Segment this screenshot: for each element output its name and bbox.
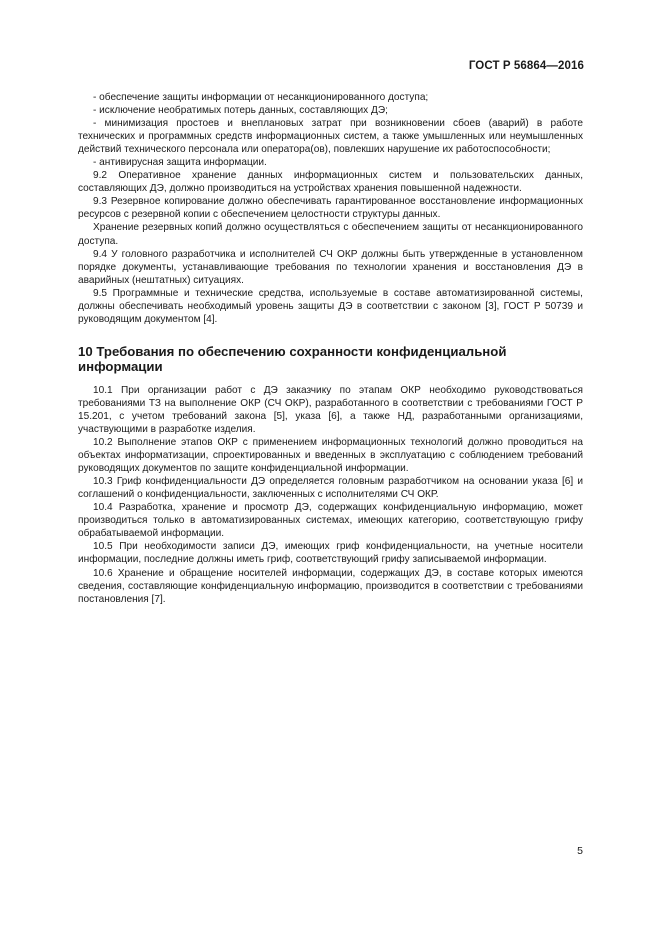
standard-code-header: ГОСТ Р 56864—2016 <box>468 60 584 72</box>
clause-10-5: 10.5 При необходимости записи ДЭ, имеющих гриф конфиденциальности, на учетные носители информации, последние должны иметь гриф, соответствующий грифу записываемой информации. <box>78 541 583 566</box>
section-10-title: 10 Требования по обеспечению сохранности конфиденциальной информации <box>78 343 507 375</box>
list-item-data-loss: - исключение необратимых потерь данных, составляющих ДЭ; <box>93 105 388 117</box>
document-body <box>78 91 583 606</box>
list-item-antivirus: - антивирусная защита информации. <box>93 157 267 169</box>
clause-10-4: 10.4 Разработка, хранение и просмотр ДЭ, содержащих конфиденциальную информацию, может производиться только в автоматизированных системах, имеющих категорию, соответствующую грифу обрабатываемой информации. <box>78 502 583 540</box>
list-item-protection: - обеспечение защиты информации от несанкционированного доступа; <box>93 92 429 103</box>
clause-9-4: 9.4 У головного разработчика и исполнителей СЧ ОКР должны быть утвержденные в установленном порядке документы, устанавливающие требования по технологии хранения и восстановления ДЭ в аварийных (нештатных) ситуациях. <box>78 248 583 286</box>
clause-9-3-backup-storage: Хранение резервных копий должно осуществляться с обеспечением защиты от несанкционированного доступа. <box>78 222 583 247</box>
clause-10-6: 10.6 Хранение и обращение носителей информации, содержащих ДЭ, в составе которых имеются сведения, составляющие конфиденциальную информацию, производится в соответствии с требованиями постановления [7]. <box>78 567 583 605</box>
list-item-downtime: - минимизация простоев и внеплановых затрат при возникновении сбоев (аварий) в работе технических и программных средств информационных систем, а также умышленных или неумышленных действий технического персонала или оператора(ов), повлекших нарушение их работоспособности; <box>78 118 583 156</box>
clause-10-1: 10.1 При организации работ с ДЭ заказчику по этапам ОКР необходимо руководствоваться требованиями ТЗ на выполнение ОКР (СЧ ОКР), разработанного в соответствии с требованиями ГОСТ Р 15.201, с учетом требований закона [5], указа [6], а также НД, разработанными организациями, участвующими в разработке изделия. <box>78 384 583 435</box>
clause-9-2: 9.2 Оперативное хранение данных информационных систем и пользовательских данных, составляющих ДЭ, должно производиться на устройствах хранения повышенной надежности. <box>78 170 583 195</box>
clause-9-3: 9.3 Резервное копирование должно обеспечивать гарантированное восстановление информационных ресурсов с резервной копии с обеспечением целостности структуры данных. <box>78 196 583 221</box>
clause-9-5: 9.5 Программные и технические средства, используемые в составе автоматизированной системы, должны обеспечивать необходимый уровень защиты ДЭ в соответствии с законом [3], ГОСТ Р 50739 и руководящим документом [4]. <box>78 287 583 325</box>
clause-10-2: 10.2 Выполнение этапов ОКР с применением информационных технологий должно проводиться на объектах информатизации, спроектированных и введенных в эксплуатацию с соблюдением требований руководящих документов по защите конфиденциальной информации. <box>78 437 583 475</box>
page-number: 5 <box>577 845 583 857</box>
clause-10-3: 10.3 Гриф конфиденциальности ДЭ определяется головным разработчиком на основании указа [6] и соглашений о конфиденциальности, заключенных с исполнителями СЧ ОКР. <box>78 476 583 501</box>
